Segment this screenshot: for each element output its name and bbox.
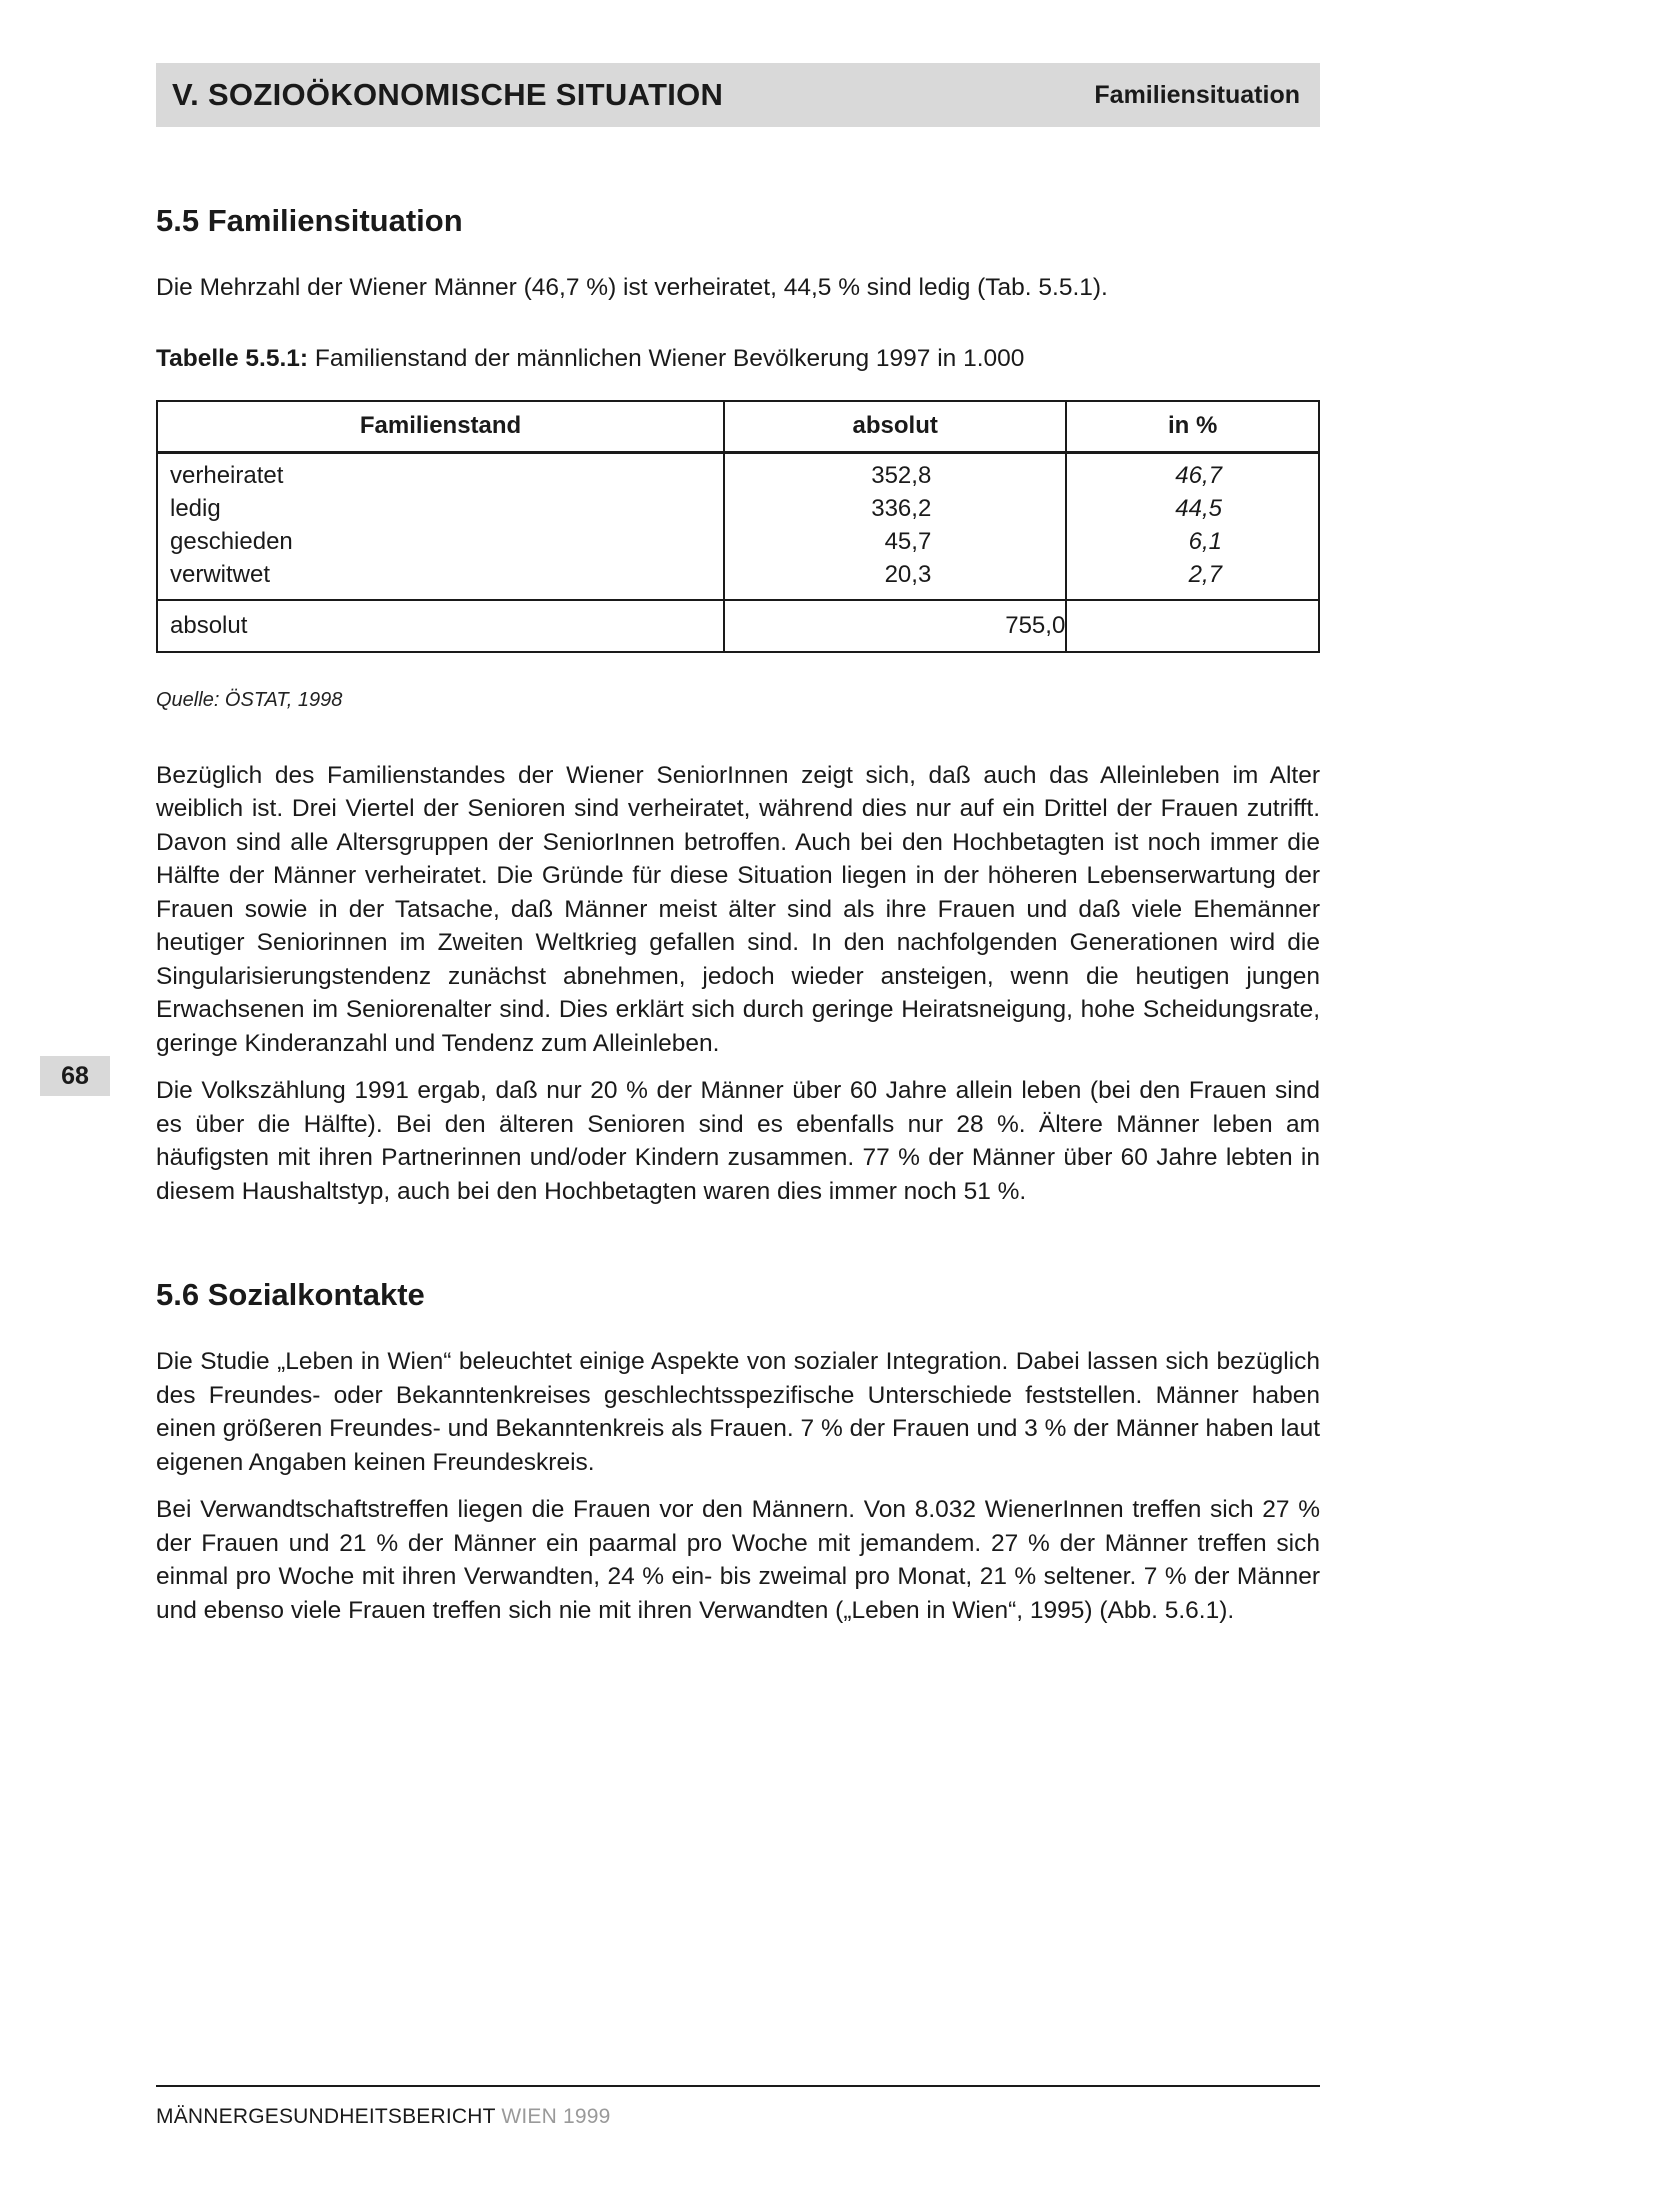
value-absolut-verheiratet: 352,8 — [871, 461, 932, 489]
footer-divider — [156, 2085, 1320, 2087]
running-section-title: Familiensituation — [1094, 80, 1300, 109]
intro-paragraph: Die Mehrzahl der Wiener Männer (46,7 %) ist verheiratet, 44,5 % sind ledig (Tab. 5.5.1). — [156, 274, 1108, 301]
column-header-absolut: absolut — [724, 401, 1066, 453]
value-absolut-ledig: 336,2 — [871, 494, 932, 522]
label-column — [157, 452, 724, 600]
section-heading-5-5: 5.5 Familiensituation — [156, 203, 463, 238]
row-label-ledig: ledig — [170, 494, 221, 522]
row-label-verheiratet: verheiratet — [170, 461, 284, 489]
table-body-row — [157, 452, 1319, 600]
total-percent — [1066, 600, 1319, 652]
value-absolut-geschieden: 45,7 — [884, 527, 932, 555]
row-label-verwitwet: verwitwet — [170, 560, 271, 588]
total-label: absolut — [157, 600, 724, 652]
absolut-column — [724, 452, 1066, 600]
value-absolut-verwitwet: 20,3 — [884, 560, 932, 588]
table-caption-label: Tabelle 5.5.1: — [156, 344, 309, 372]
paragraph-census: Die Volkszählung 1991 ergab, daß nur 20 % der Männer über 60 Jahre allein leben (bei den Frauen sind es über die Hälfte). Bei den älteren Senioren sind es ebenfalls nur 28 %. Ältere Männer leben am häufigsten mit ihren Partnerinnen und/oder Kindern zusammen. 77 % der Männer über 60 Jahre lebten in diesem Haushaltstyp, auch bei den Hochbetagten waren dies immer noch 51 %. — [156, 1077, 1320, 1205]
table-caption — [156, 345, 1320, 373]
table-caption-text: Familienstand der männlichen Wiener Bevölkerung 1997 in 1.000 — [308, 344, 1025, 372]
footer-suffix: WIEN 1999 — [495, 2105, 611, 2128]
footer-title: MÄNNERGESUNDHEITSBERICHT — [156, 2105, 496, 2128]
chapter-title: V. SOZIOÖKONOMISCHE SITUATION — [172, 77, 724, 112]
footer — [156, 2105, 611, 2129]
page-number: 68 — [40, 1056, 110, 1096]
paragraph-seniors: Bezüglich des Familienstandes der Wiener SeniorInnen zeigt sich, daß auch das Alleinleben im Alter weiblich ist. Drei Viertel der Senioren sind verheiratet, während dies nur auf ein Drittel der Frauen zutrifft. Davon sind alle Altersgruppen der SeniorInnen betroffen. Auch bei den Hochbetagten ist noch immer die Hälfte der Männer verheiratet. Die Gründe für diese Situation liegen in der höheren Lebenserwartung der Frauen sowie in der Tatsache, daß Männer meist älter sind als ihre Frauen und daß viele Ehemänner heutiger Seniorinnen im Zweiten Weltkrieg gefallen sind. In den nachfolgenden Generationen wird die Singularisierungstendenz zunächst abnehmen, jedoch wieder ansteigen, wenn die heutigen jungen Erwachsenen im Seniorenalter sind. Dies erklärt sich durch geringe Heiratsneigung, hohe Scheidungsrate, geringe Kinderanzahl und Tendenz zum Alleinleben. — [156, 761, 1320, 1057]
percent-column — [1066, 452, 1319, 600]
column-header-familienstand: Familienstand — [157, 401, 724, 453]
table-source: Quelle: ÖSTAT, 1998 — [156, 688, 343, 711]
column-header-percent: in % — [1066, 401, 1319, 453]
section-heading-5-6: 5.6 Sozialkontakte — [156, 1277, 425, 1312]
page-content — [156, 196, 1320, 1627]
value-percent-verwitwet: 2,7 — [1188, 560, 1222, 588]
table-total-row — [157, 600, 1319, 652]
paragraph-relatives-meetings: Bei Verwandtschaftstreffen liegen die Frauen vor den Männern. Von 8.032 WienerInnen treffen sich 27 % der Frauen und 21 % der Männer ein paarmal pro Woche mit jemandem. 27 % der Männer treffen sich einmal pro Woche mit ihren Verwandten, 24 % ein- bis zweimal pro Monat, 21 % seltener. 7 % der Männer und ebenso viele Frauen treffen sich nie mit ihren Verwandten („Leben in Wien“, 1995) (Abb. 5.6.1). — [156, 1496, 1320, 1624]
total-absolut: 755,0 — [724, 600, 1066, 652]
paragraph-social-integration: Die Studie „Leben in Wien“ beleuchtet einige Aspekte von sozialer Integration. Dabei lassen sich bezüglich des Freundes- oder Bekanntenkreises geschlechtsspezifische Unterschiede feststellen. Männer haben einen größeren Freundes- und Bekanntenkreis als Frauen. 7 % der Frauen und 3 % der Männer haben laut eigenen Angaben keinen Freundeskreis. — [156, 1348, 1320, 1476]
value-percent-geschieden: 6,1 — [1188, 527, 1222, 555]
value-percent-verheiratet: 46,7 — [1175, 461, 1222, 489]
value-percent-ledig: 44,5 — [1175, 494, 1222, 522]
row-label-geschieden: geschieden — [170, 527, 293, 555]
chapter-header-bar — [156, 63, 1320, 127]
marital-status-table — [156, 400, 1320, 653]
table-header-row — [157, 401, 1319, 453]
